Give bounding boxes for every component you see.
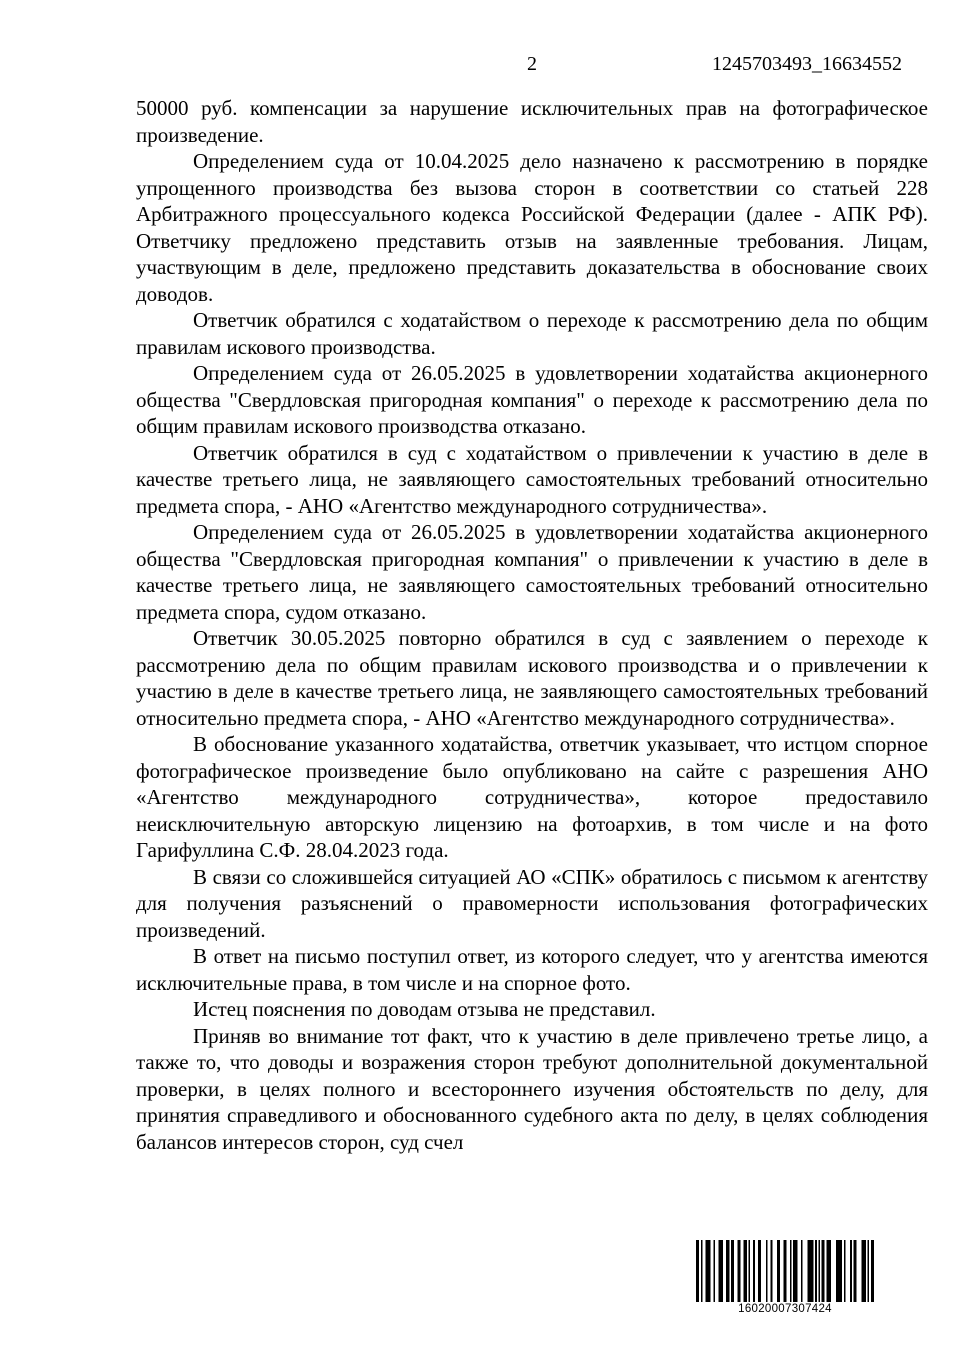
barcode	[696, 1240, 874, 1316]
paragraph: 50000 руб. компенсации за нарушение исключительных прав на фотографическое произведение.	[136, 96, 928, 147]
barcode-number: 16020007307424	[738, 1303, 832, 1315]
paragraph: Определением суда от 26.05.2025 в удовлетворении ходатайства акционерного общества "Свердловская пригородная компания" о переходе к рассмотрению дела по общим правилам искового производства отказано.	[136, 361, 928, 438]
paragraph: В обоснование указанного ходатайства, ответчик указывает, что истцом спорное фотографическое произведение было опубликовано на сайте с разрешения АНО «Агентство международного сотрудничества», которое предоставило неисключительную авторскую лицензию на фотоархив, в том числе и на фото Гарифуллина С.Ф. 28.04.2023 года.	[136, 732, 928, 862]
paragraph: В связи со сложившейся ситуацией АО «СПК» обратилось с письмом к агентству для получения разъяснений о правомерности использования фотографических произведений.	[136, 864, 928, 942]
paragraph: Ответчик обратился с ходатайством о переходе к рассмотрению дела по общим правилам искового производства.	[136, 308, 928, 359]
page-number: 2	[527, 53, 537, 75]
paragraph: Ответчик обратился в суд с ходатайством о привлечении к участию в деле в качестве третьего лица, не заявляющего самостоятельных требований относительно предмета спора, - АНО «Агентство международного сотрудничества».	[136, 440, 928, 518]
paragraph: Определением суда от 10.04.2025 дело назначено к рассмотрению в порядке упрощенного производства без вызова сторон в соответствии со статьей 228 Арбитражного процессуального кодекса Российской Федерации (далее - АПК РФ). Ответчику предложено представить отзыв на заявленные требования. Лицам, участвующим в деле, предложено представить доказательства в обоснование своих доводов.	[136, 149, 928, 306]
paragraph: В ответ на письмо поступил ответ, из которого следует, что у агентства имеются исключительные права, в том числе и на спорное фото.	[136, 944, 928, 995]
paragraph: Определением суда от 26.05.2025 в удовлетворении ходатайства акционерного общества "Свердловская пригородная компания" о привлечении к участию в деле в качестве третьего лица, не заявляющего самостоятельных требований относительно предмета спора, судом отказано.	[136, 520, 928, 624]
paragraph: Приняв во внимание тот факт, что к участию в деле привлечено третье лицо, а также то, что доводы и возражения сторон требуют дополнительной документальной проверки, в целях полного и всестороннего изучения обстоятельств по делу, для принятия справедливого и обоснованного судебного акта по делу, в целях соблюдения балансов интересов сторон, суд счел	[136, 1023, 928, 1154]
paragraph: Ответчик 30.05.2025 повторно обратился в суд с заявлением о переходе к рассмотрению дела по общим правилам искового производства и о привлечении к участию в деле в качестве третьего лица, не заявляющего самостоятельных требований относительно предмета спора, - АНО «Агентство международного сотрудничества».	[136, 626, 928, 730]
paragraph: Истец пояснения по доводам отзыва не представил.	[193, 997, 656, 1021]
document-id: 1245703493_16634552	[712, 53, 902, 75]
document-body	[136, 95, 928, 1155]
barcode-image	[696, 1240, 874, 1302]
